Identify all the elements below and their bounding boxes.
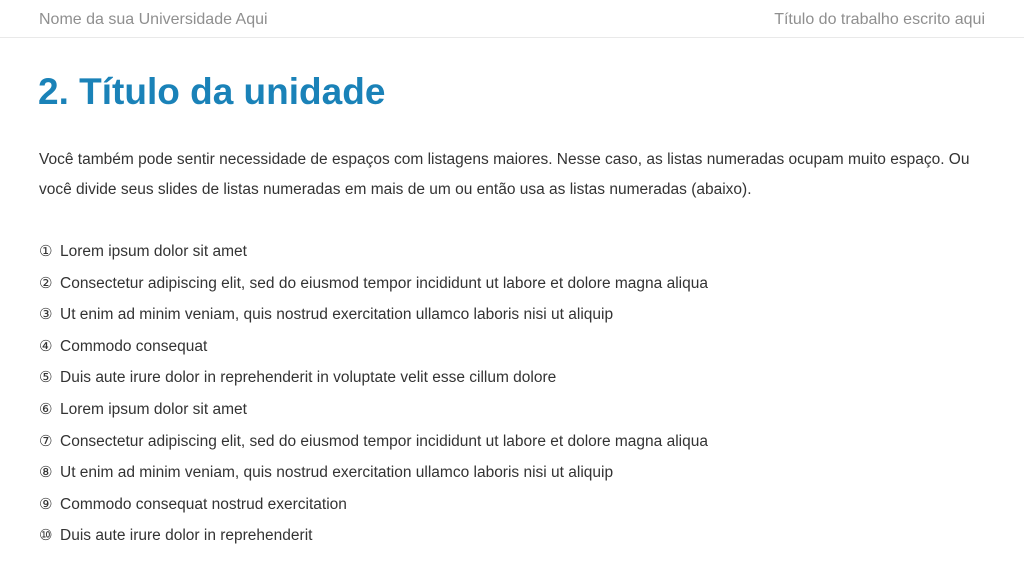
list-number-marker: ⑨	[39, 494, 53, 513]
list-number-marker: ③	[39, 305, 53, 324]
work-title: Título do trabalho escrito aqui	[774, 11, 985, 28]
slide-title: 2. Título da unidade	[38, 71, 386, 112]
list-item	[39, 362, 708, 394]
list-item	[39, 268, 708, 300]
list-item	[39, 394, 708, 426]
list-item-text: Ut enim ad minim veniam, quis nostrud exercitation ullamco laboris nisi ut aliquip	[60, 464, 614, 482]
list-item-text: Consectetur adipiscing elit, sed do eiusmod tempor incididunt ut labore et dolore magna aliqua	[60, 274, 708, 292]
list-item	[39, 426, 708, 458]
list-item-text: Lorem ipsum dolor sit amet	[60, 400, 247, 418]
list-item	[39, 489, 708, 521]
list-number-marker: ⑤	[39, 368, 53, 387]
list-number-marker: ⑥	[39, 399, 53, 418]
list-item-text: Commodo consequat nostrud exercitation	[60, 495, 347, 513]
list-item-text: Duis aute irure dolor in reprehenderit	[60, 527, 313, 545]
list-item	[39, 331, 708, 363]
list-item-text: Consectetur adipiscing elit, sed do eiusmod tempor incididunt ut labore et dolore magna aliqua	[60, 432, 708, 450]
university-name: Nome da sua Universidade Aqui	[39, 11, 268, 28]
list-item-text: Lorem ipsum dolor sit amet	[60, 243, 247, 260]
slide-header	[0, 0, 1024, 38]
list-item	[39, 236, 708, 268]
list-number-marker: ①	[39, 242, 53, 260]
slide-intro-paragraph: Você também pode sentir necessidade de espaços com listagens maiores. Nesse caso, as listas numeradas ocupam muito espaço. Ou você divide seus slides de listas numeradas em mais de um ou então usa as listas numeradas (abaixo).	[39, 151, 970, 198]
list-number-marker: ⑧	[39, 463, 53, 482]
list-item-text: Commodo consequat	[60, 337, 208, 355]
list-number-marker: ④	[39, 336, 53, 355]
list-item	[39, 457, 708, 489]
list-item	[39, 520, 708, 552]
list-number-marker: ⑩	[39, 526, 53, 545]
list-item-text: Ut enim ad minim veniam, quis nostrud exercitation ullamco laboris nisi ut aliquip	[60, 306, 614, 324]
list-number-marker: ②	[39, 273, 53, 292]
list-item	[39, 299, 708, 331]
list-number-marker: ⑦	[39, 431, 53, 450]
list-item-text: Duis aute irure dolor in reprehenderit in voluptate velit esse cillum dolore	[60, 369, 557, 387]
numbered-list	[39, 236, 708, 552]
